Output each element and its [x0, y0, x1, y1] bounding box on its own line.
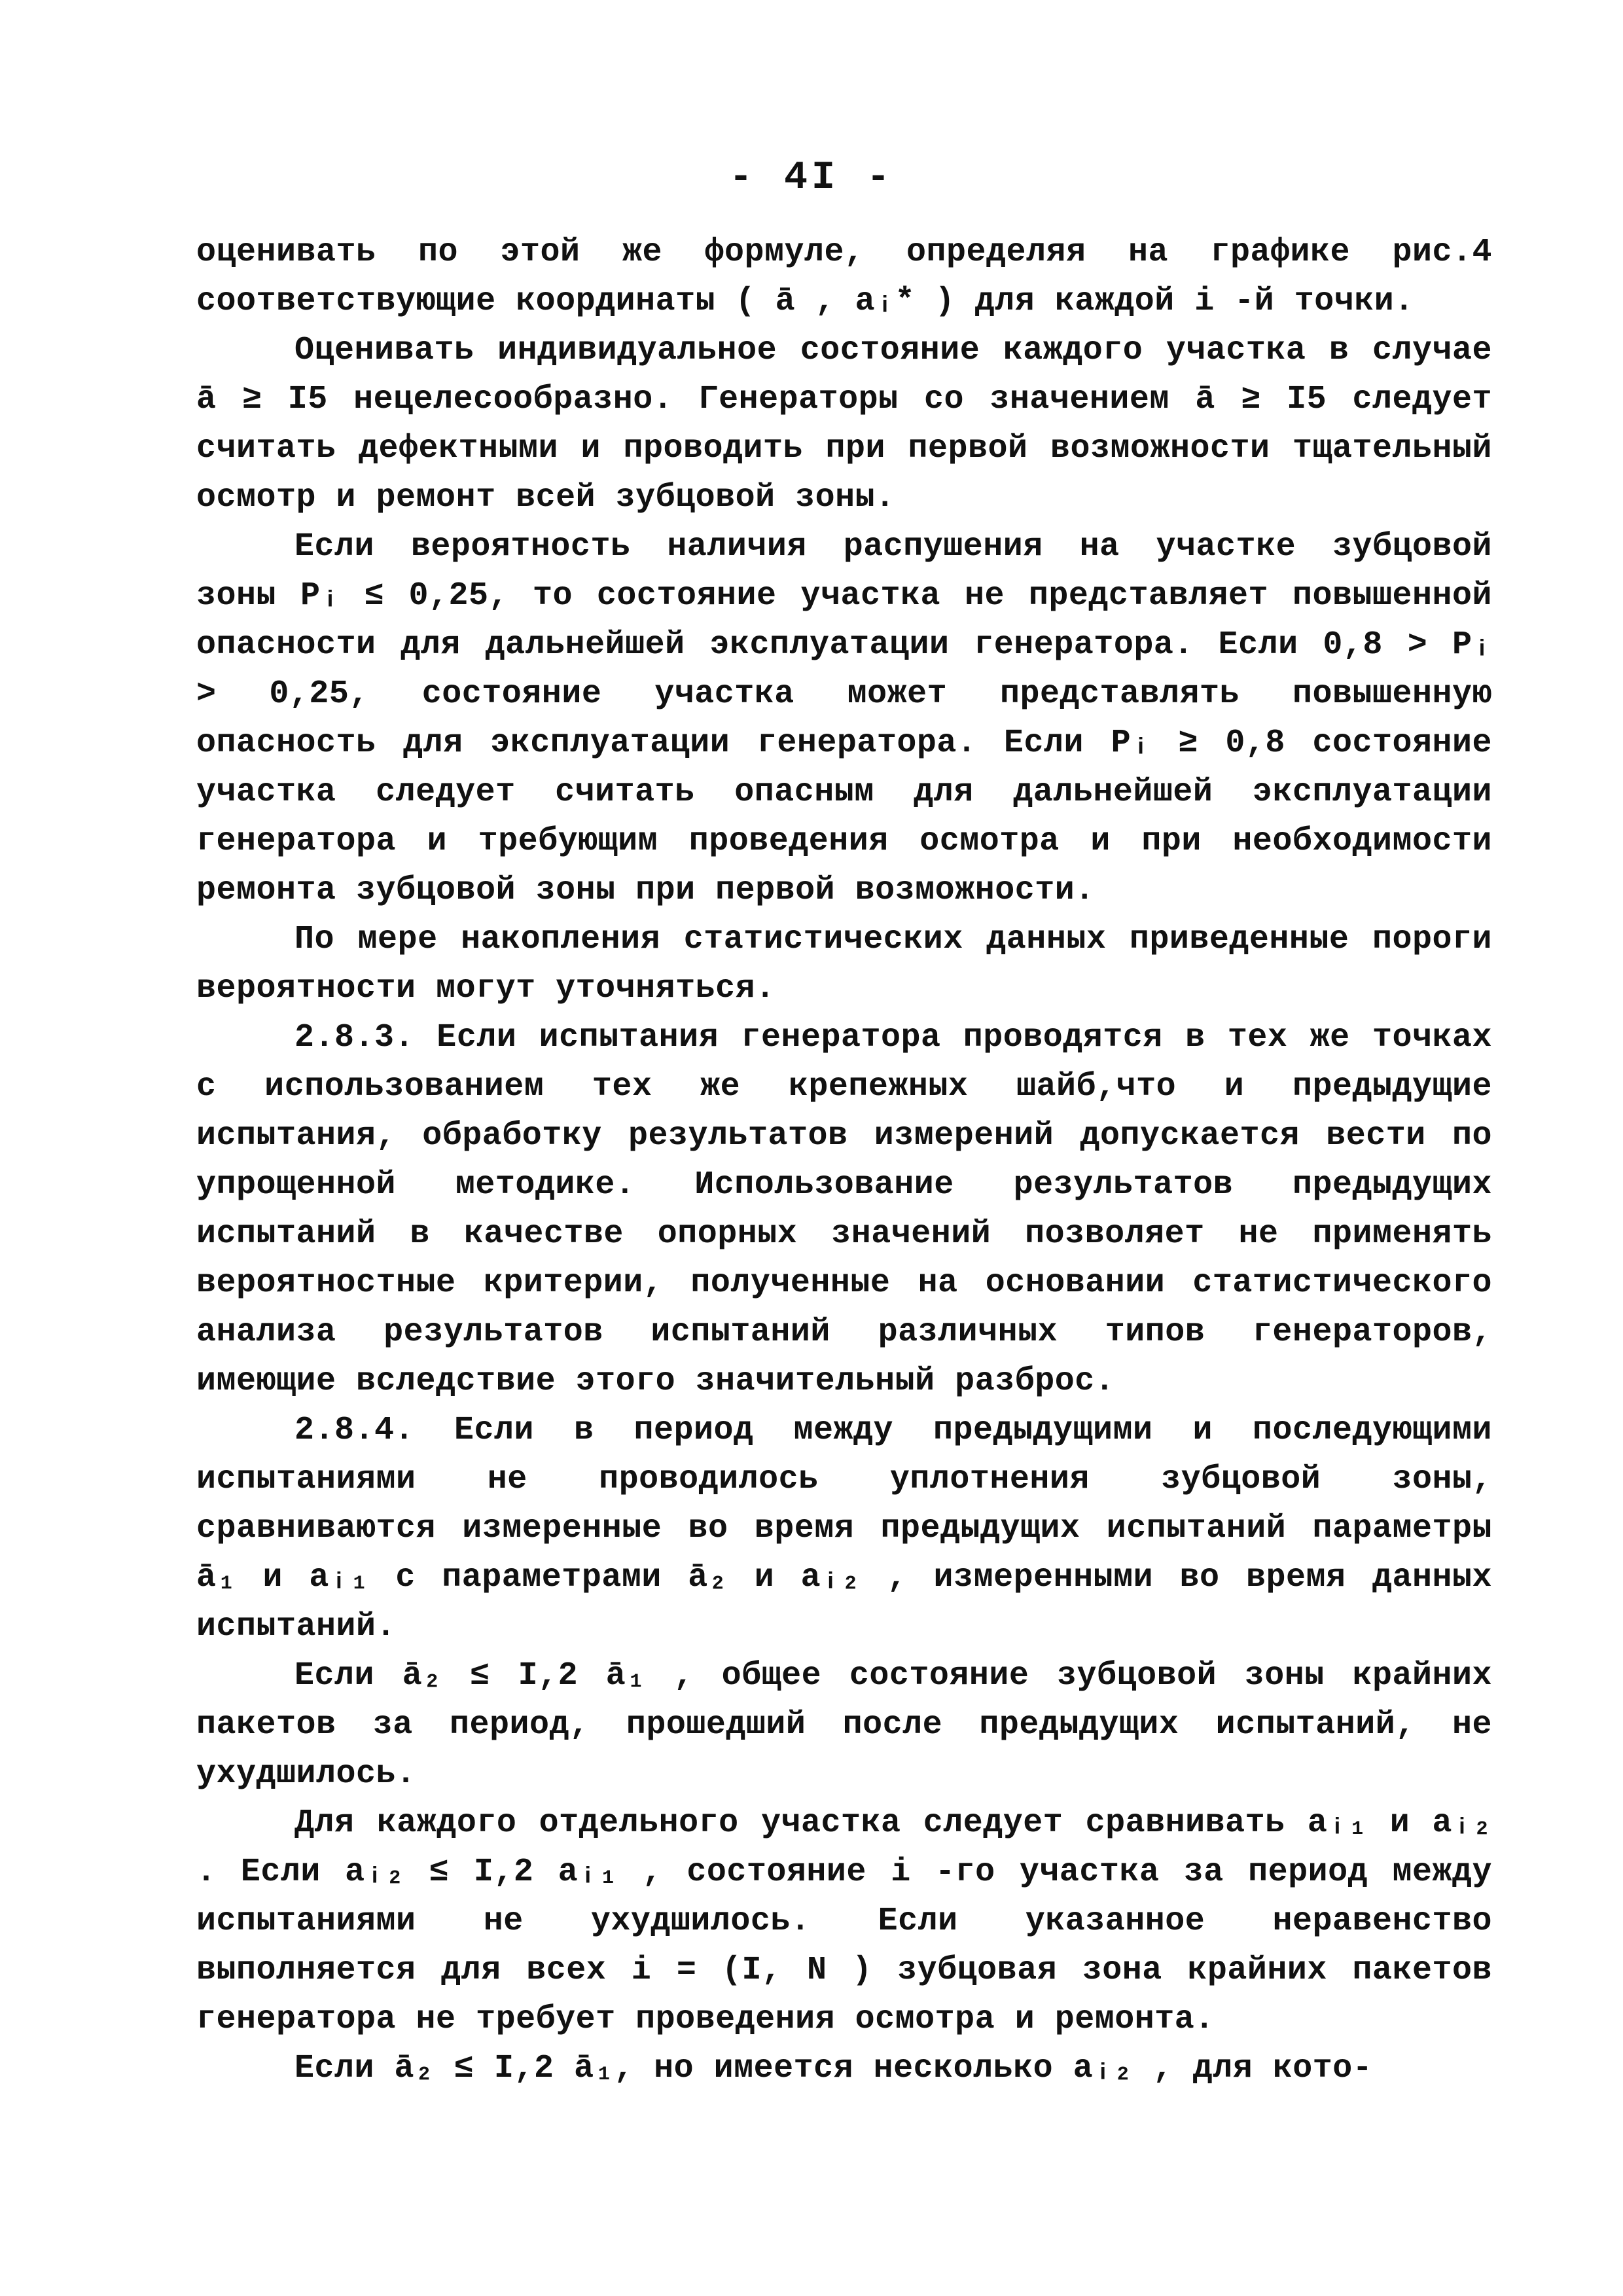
page-number: - 4I - [728, 156, 895, 200]
paragraph-individual-state: Оценивать индивидуальное состояние каждого участка в случае ā ≥ I5 нецелесообразно. Генераторы со значением ā ≥ I5 следует считать дефектными и проводить при первой возможности тщательный осмотр и ремонт всей зубцовой зоны. [196, 332, 1492, 516]
paragraph-statistics-note: По мере накопления статистических данных приведенные пороги вероятности могут уточняться. [196, 921, 1492, 1007]
paragraph-section-2-8-4: 2.8.4. Если в период между предыдущими и последующими испытаниями не проводилось уплотнения зубцовой зоны, сравниваются измеренные во время предыдущих испытаний параметры ā₁ и aᵢ₁ с параметрами ā₂ и aᵢ₂ , измеренными во время данных испытаний. [196, 1412, 1492, 1645]
document-body [196, 228, 1492, 2093]
paragraph-continuation: оценивать по этой же формуле, определяя на графике рис.4 соответствующие координаты ( ā , aᵢ* ) для каждой i -й точки. [196, 234, 1492, 320]
paragraph-section-2-8-3: 2.8.3. Если испытания генератора проводятся в тех же точках с использованием тех же крепежных шайб,что и предыдущие испытания, обработку результатов измерений допускается вести по упрощенной методике. Использование результатов предыдущих испытаний в качестве опорных значений позволяет не применять вероятностные критерии, полученные на основании статистического анализа результатов испытаний различных типов генераторов, имеющие вследствие этого значительный разброс. [196, 1019, 1492, 1400]
paragraph-probability-thresholds: Если вероятность наличия распушения на участке зубцовой зоны Pᵢ ≤ 0,25, то состояние участка не представляет повышенной опасности для дальнейшей эксплуатации генератора. Если 0,8 > Pᵢ > 0,25, состояние участка может представлять повышенную опасность для эксплуатации генератора. Если Pᵢ ≥ 0,8 состояние участка следует считать опасным для дальнейшей эксплуатации генератора и требующим проведения осмотра и при необходимости ремонта зубцовой зоны при первой возможности. [196, 528, 1492, 909]
paragraph-final-partial: Если ā₂ ≤ I,2 ā₁, но имеется несколько aᵢ₂ , для кото- [294, 2050, 1373, 2087]
paragraph-general-state: Если ā₂ ≤ I,2 ā₁ , общее состояние зубцовой зоны крайних пакетов за период, прошедший после предыдущих испытаний, не ухудшилось. [196, 1657, 1492, 1793]
paragraph-each-section-compare: Для каждого отдельного участка следует сравнивать aᵢ₁ и aᵢ₂ . Если aᵢ₂ ≤ I,2 aᵢ₁ , состояние i -го участка за период между испытаниями не ухудшилось. Если указанное неравенство выполняется для всех i = (I, N ) зубцовая зона крайних пакетов генератора не требует проведения осмотра и ремонта. [196, 1804, 1492, 2038]
